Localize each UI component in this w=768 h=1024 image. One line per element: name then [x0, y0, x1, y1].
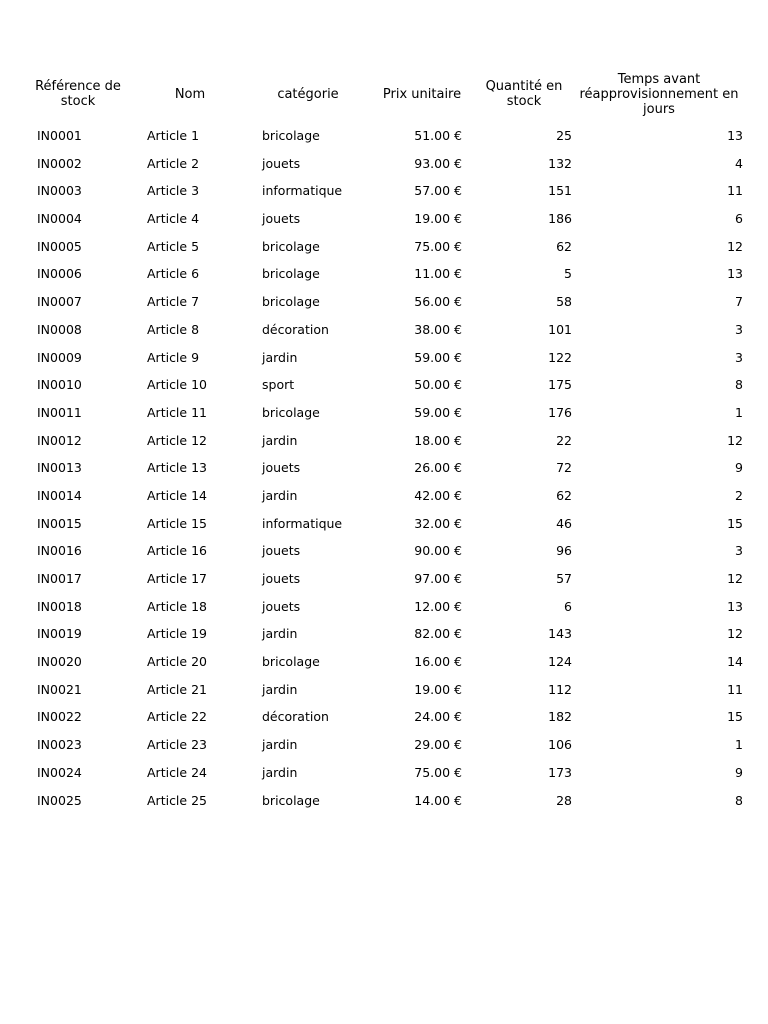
table-row [0, 676, 768, 704]
cell-reference: IN0025 [37, 792, 82, 808]
cell-prix-unitaire: 82.00 € [414, 626, 462, 642]
cell-temps-reappro: 11 [727, 681, 743, 697]
cell-quantite: 62 [556, 487, 572, 503]
cell-categorie: décoration [262, 709, 329, 725]
cell-nom: Article 24 [147, 764, 207, 780]
cell-reference: IN0019 [37, 626, 82, 642]
cell-quantite: 62 [556, 238, 572, 254]
cell-prix-unitaire: 42.00 € [414, 487, 462, 503]
cell-prix-unitaire: 57.00 € [414, 183, 462, 199]
cell-nom: Article 11 [147, 404, 207, 420]
cell-quantite: 28 [556, 792, 572, 808]
table-row [0, 454, 768, 482]
cell-temps-reappro: 13 [727, 128, 743, 143]
cell-nom: Article 6 [147, 266, 200, 282]
cell-categorie: jardin [262, 432, 298, 448]
cell-reference: IN0013 [37, 460, 82, 476]
cell-reference: IN0023 [37, 737, 82, 753]
cell-prix-unitaire: 56.00 € [414, 294, 462, 310]
cell-temps-reappro: 3 [735, 543, 743, 559]
table-row [0, 703, 768, 731]
cell-nom: Article 20 [147, 654, 207, 670]
cell-temps-reappro: 8 [735, 792, 743, 808]
cell-nom: Article 9 [147, 349, 200, 365]
cell-quantite: 122 [548, 349, 572, 365]
table-row [0, 510, 768, 538]
cell-nom: Article 17 [147, 571, 207, 586]
cell-prix-unitaire: 16.00 € [414, 654, 462, 670]
header-temps-reappro: Temps avant réapprovisionnement en jours [579, 71, 739, 117]
cell-quantite: 182 [548, 709, 572, 725]
cell-temps-reappro: 7 [735, 294, 743, 310]
cell-nom: Article 18 [147, 598, 207, 614]
header-categorie: catégorie [277, 86, 339, 102]
cell-prix-unitaire: 24.00 € [414, 709, 462, 725]
cell-nom: Article 14 [147, 487, 207, 503]
cell-prix-unitaire: 93.00 € [414, 155, 462, 171]
table-row [0, 759, 768, 787]
cell-reference: IN0021 [37, 681, 82, 697]
cell-categorie: informatique [262, 183, 343, 199]
header-prix-unitaire: Prix unitaire [382, 86, 462, 102]
cell-quantite: 101 [548, 321, 572, 337]
cell-quantite: 151 [548, 183, 572, 199]
cell-reference: IN0006 [37, 266, 82, 282]
cell-prix-unitaire: 51.00 € [414, 128, 462, 143]
cell-temps-reappro: 15 [727, 709, 743, 725]
cell-prix-unitaire: 12.00 € [414, 598, 462, 614]
cell-categorie: bricolage [262, 792, 320, 808]
cell-quantite: 176 [548, 404, 572, 420]
cell-temps-reappro: 12 [727, 571, 743, 586]
cell-reference: IN0008 [37, 321, 82, 337]
table-row [0, 260, 768, 288]
table-row [0, 371, 768, 399]
cell-reference: IN0001 [37, 128, 82, 143]
table-header [0, 70, 768, 118]
cell-prix-unitaire: 97.00 € [414, 571, 462, 586]
cell-temps-reappro: 2 [735, 487, 743, 503]
table-row [0, 205, 768, 233]
cell-quantite: 25 [556, 128, 572, 143]
cell-categorie: jardin [262, 626, 298, 642]
cell-reference: IN0011 [37, 404, 82, 420]
cell-temps-reappro: 12 [727, 238, 743, 254]
cell-quantite: 124 [548, 654, 572, 670]
cell-reference: IN0010 [37, 377, 82, 393]
cell-nom: Article 16 [147, 543, 207, 559]
cell-temps-reappro: 13 [727, 598, 743, 614]
table-row [0, 648, 768, 676]
table-row [0, 288, 768, 316]
cell-reference: IN0002 [37, 155, 82, 171]
cell-categorie: jouets [262, 598, 301, 614]
cell-quantite: 22 [556, 432, 572, 448]
cell-prix-unitaire: 50.00 € [414, 377, 462, 393]
cell-reference: IN0018 [37, 598, 82, 614]
cell-nom: Article 10 [147, 377, 207, 393]
cell-nom: Article 5 [147, 238, 200, 254]
cell-temps-reappro: 15 [727, 515, 743, 531]
cell-nom: Article 12 [147, 432, 207, 448]
cell-prix-unitaire: 19.00 € [414, 211, 462, 227]
cell-nom: Article 25 [147, 792, 207, 808]
cell-categorie: jouets [262, 543, 301, 559]
cell-categorie: bricolage [262, 294, 320, 310]
cell-reference: IN0009 [37, 349, 82, 365]
cell-quantite: 186 [548, 211, 572, 227]
table-row [0, 233, 768, 261]
cell-nom: Article 15 [147, 515, 207, 531]
cell-quantite: 5 [564, 266, 572, 282]
cell-categorie: jouets [262, 571, 301, 586]
cell-quantite: 57 [556, 571, 572, 586]
header-reference: Référence de stock [35, 79, 121, 109]
cell-nom: Article 4 [147, 211, 200, 227]
cell-quantite: 72 [556, 460, 572, 476]
table-row [0, 399, 768, 427]
cell-reference: IN0012 [37, 432, 82, 448]
cell-temps-reappro: 6 [735, 211, 743, 227]
table-row [0, 122, 768, 150]
cell-reference: IN0004 [37, 211, 82, 227]
cell-reference: IN0007 [37, 294, 82, 310]
cell-categorie: bricolage [262, 404, 320, 420]
cell-reference: IN0005 [37, 238, 82, 254]
cell-quantite: 132 [548, 155, 572, 171]
cell-reference: IN0017 [37, 571, 82, 586]
cell-temps-reappro: 3 [735, 349, 743, 365]
cell-quantite: 96 [556, 543, 572, 559]
cell-categorie: jouets [262, 155, 301, 171]
cell-prix-unitaire: 59.00 € [414, 349, 462, 365]
cell-reference: IN0003 [37, 183, 82, 199]
cell-categorie: bricolage [262, 266, 320, 282]
header-nom: Nom [174, 86, 206, 102]
cell-prix-unitaire: 59.00 € [414, 404, 462, 420]
cell-quantite: 112 [548, 681, 572, 697]
table-row [0, 316, 768, 344]
cell-temps-reappro: 1 [735, 404, 743, 420]
cell-nom: Article 23 [147, 737, 207, 753]
table-row [0, 150, 768, 178]
cell-nom: Article 7 [147, 294, 200, 310]
cell-quantite: 106 [548, 737, 572, 753]
table-row [0, 344, 768, 372]
cell-categorie: bricolage [262, 654, 320, 670]
cell-temps-reappro: 4 [735, 155, 743, 171]
cell-reference: IN0016 [37, 543, 82, 559]
cell-quantite: 58 [556, 294, 572, 310]
cell-quantite: 173 [548, 764, 572, 780]
cell-nom: Article 3 [147, 183, 200, 199]
table-row [0, 537, 768, 565]
cell-quantite: 175 [548, 377, 572, 393]
cell-prix-unitaire: 90.00 € [414, 543, 462, 559]
table-row [0, 593, 768, 621]
table-row [0, 482, 768, 510]
cell-temps-reappro: 3 [735, 321, 743, 337]
cell-nom: Article 2 [147, 155, 200, 171]
table-row [0, 427, 768, 455]
cell-prix-unitaire: 38.00 € [414, 321, 462, 337]
cell-prix-unitaire: 18.00 € [414, 432, 462, 448]
table-body [0, 122, 768, 814]
table-row [0, 177, 768, 205]
cell-reference: IN0024 [37, 764, 82, 780]
cell-temps-reappro: 1 [735, 737, 743, 753]
cell-quantite: 6 [564, 598, 572, 614]
table-row [0, 620, 768, 648]
cell-prix-unitaire: 29.00 € [414, 737, 462, 753]
cell-quantite: 143 [548, 626, 572, 642]
cell-quantite: 46 [556, 515, 572, 531]
header-quantite: Quantité en stock [485, 79, 563, 109]
cell-temps-reappro: 11 [727, 183, 743, 199]
cell-categorie: sport [262, 377, 295, 393]
cell-categorie: bricolage [262, 128, 320, 143]
cell-nom: Article 21 [147, 681, 207, 697]
cell-prix-unitaire: 11.00 € [414, 266, 462, 282]
cell-categorie: jouets [262, 460, 301, 476]
cell-categorie: jardin [262, 681, 298, 697]
cell-categorie: décoration [262, 321, 329, 337]
cell-reference: IN0014 [37, 487, 82, 503]
cell-nom: Article 22 [147, 709, 207, 725]
cell-categorie: bricolage [262, 238, 320, 254]
table-row [0, 787, 768, 815]
cell-temps-reappro: 14 [727, 654, 743, 670]
cell-nom: Article 19 [147, 626, 207, 642]
cell-categorie: informatique [262, 515, 343, 531]
cell-nom: Article 1 [147, 128, 200, 143]
cell-prix-unitaire: 19.00 € [414, 681, 462, 697]
cell-temps-reappro: 12 [727, 626, 743, 642]
cell-nom: Article 8 [147, 321, 200, 337]
cell-prix-unitaire: 32.00 € [414, 515, 462, 531]
cell-reference: IN0015 [37, 515, 82, 531]
cell-categorie: jouets [262, 211, 301, 227]
cell-prix-unitaire: 75.00 € [414, 764, 462, 780]
cell-prix-unitaire: 75.00 € [414, 238, 462, 254]
table-row [0, 565, 768, 593]
cell-temps-reappro: 9 [735, 460, 743, 476]
cell-categorie: jardin [262, 737, 298, 753]
cell-temps-reappro: 8 [735, 377, 743, 393]
cell-categorie: jardin [262, 487, 298, 503]
cell-reference: IN0020 [37, 654, 82, 670]
cell-nom: Article 13 [147, 460, 207, 476]
cell-temps-reappro: 9 [735, 764, 743, 780]
cell-temps-reappro: 13 [727, 266, 743, 282]
table-row [0, 731, 768, 759]
cell-prix-unitaire: 14.00 € [414, 792, 462, 808]
cell-prix-unitaire: 26.00 € [414, 460, 462, 476]
cell-categorie: jardin [262, 764, 298, 780]
cell-reference: IN0022 [37, 709, 82, 725]
cell-categorie: jardin [262, 349, 298, 365]
cell-temps-reappro: 12 [727, 432, 743, 448]
